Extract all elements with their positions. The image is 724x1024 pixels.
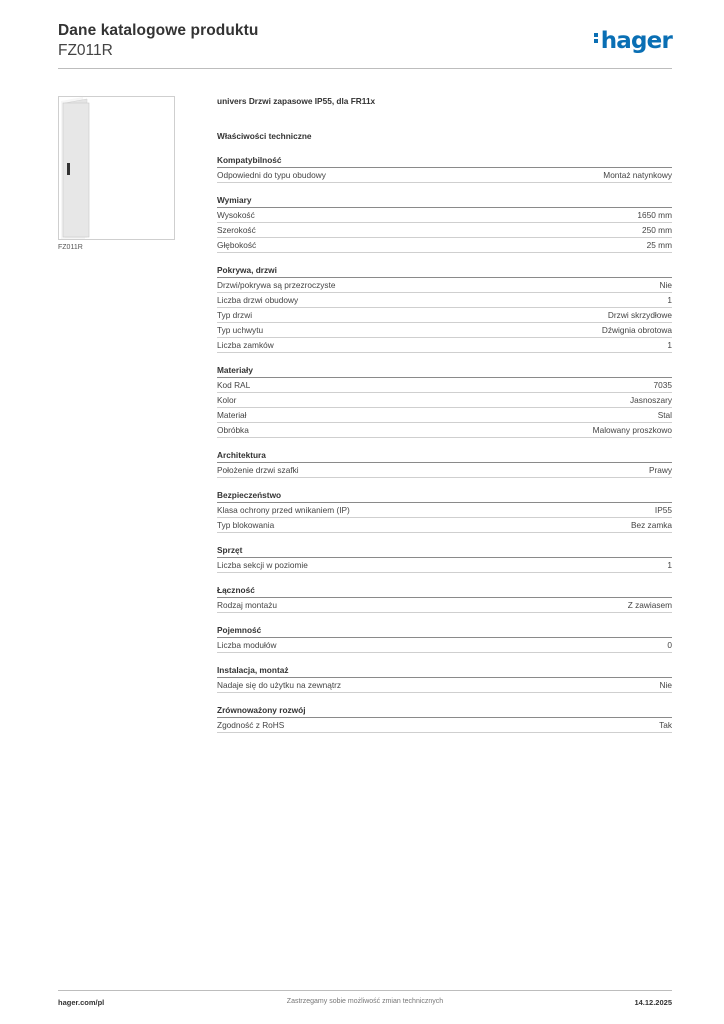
spec-value: Tak [659,720,672,730]
spec-group-title: Kompatybilność [217,155,672,168]
spec-group [217,545,672,573]
footer-date: 14.12.2025 [634,998,672,1007]
spec-row [217,308,672,323]
spec-group-title: Instalacja, montaż [217,665,672,678]
product-specs [217,96,672,733]
spec-value: 1650 mm [637,210,672,220]
spec-label: Obróbka [217,425,249,435]
spec-value: 1 [667,295,672,305]
spec-value: 1 [667,560,672,570]
spec-value: Nie [659,280,672,290]
spec-label: Liczba zamków [217,340,274,350]
spec-value: Drzwi skrzydłowe [607,310,672,320]
spec-row [217,423,672,438]
spec-row [217,408,672,423]
spec-value: 0 [667,640,672,650]
spec-row [217,293,672,308]
logo-text: hager [600,28,672,54]
spec-value: Malowany proszkowo [592,425,672,435]
spec-group [217,365,672,438]
hager-logo [594,28,672,54]
header-divider [58,68,672,69]
spec-value: IP55 [654,505,672,515]
spec-label: Liczba sekcji w poziomie [217,560,308,570]
spec-value: Z zawiasem [627,600,672,610]
spec-label: Typ uchwytu [217,325,264,335]
spec-row [217,378,672,393]
spec-group-title: Zrównoważony rozwój [217,705,672,718]
document-title: Dane katalogowe produktu [58,22,259,39]
spec-label: Zgodność z RoHS [217,720,285,730]
spec-group-title: Pokrywa, drzwi [217,265,672,278]
spec-group [217,490,672,533]
spec-group [217,195,672,253]
spec-value: 250 mm [642,225,672,235]
spec-group [217,705,672,733]
spec-group-title: Bezpieczeństwo [217,490,672,503]
spec-group [217,450,672,478]
image-caption: FZ011R [58,244,83,251]
spec-value: 1 [667,340,672,350]
footer-divider [58,990,672,991]
logo-dots-icon [594,31,599,45]
spec-value: Nie [659,680,672,690]
spec-group [217,625,672,653]
spec-value: Prawy [648,465,672,475]
spec-group [217,665,672,693]
spec-row [217,238,672,253]
technical-properties-heading: Właściwości techniczne [217,131,312,141]
spec-label: Klasa ochrony przed wnikaniem (IP) [217,505,350,515]
spec-row [217,208,672,223]
spec-row [217,518,672,533]
spec-value: 25 mm [646,240,672,250]
spec-group [217,585,672,613]
spec-label: Wysokość [217,210,255,220]
spec-row [217,598,672,613]
spec-row [217,338,672,353]
spec-group-title: Łączność [217,585,672,598]
spec-row [217,503,672,518]
spec-group [217,265,672,353]
spec-value: Montaż natynkowy [603,170,672,180]
spec-group-title: Sprzęt [217,545,672,558]
spec-label: Kod RAL [217,380,251,390]
spec-label: Typ drzwi [217,310,253,320]
spec-row [217,278,672,293]
spec-row [217,168,672,183]
spec-label: Nadaje się do użytku na zewnątrz [217,680,342,690]
door-panel-illustration [59,97,174,239]
spec-value: Stal [657,410,672,420]
spec-group-title: Wymiary [217,195,672,208]
spec-label: Materiał [217,410,247,420]
spec-group-title: Architektura [217,450,672,463]
spec-row [217,638,672,653]
spec-label: Typ blokowania [217,520,275,530]
footer-notice: Zastrzegamy sobie możliwość zmian technicznych [286,998,444,1005]
spec-row [217,223,672,238]
spec-label: Kolor [217,395,237,405]
footer-website: hager.com/pl [58,998,105,1007]
spec-row [217,463,672,478]
spec-row [217,393,672,408]
spec-label: Głębokość [217,240,257,250]
spec-value: Dźwignia obrotowa [601,325,672,335]
product-image [58,96,175,240]
spec-label: Położenie drzwi szafki [217,465,299,475]
spec-row [217,718,672,733]
product-name: univers Drzwi zapasowe IP55, dla FR11x [217,96,376,106]
spec-row [217,323,672,338]
spec-label: Liczba drzwi obudowy [217,295,299,305]
spec-groups [217,155,672,733]
spec-row [217,558,672,573]
spec-label: Szerokość [217,225,256,235]
spec-value: Bez zamka [630,520,672,530]
spec-label: Liczba modułów [217,640,277,650]
spec-group-title: Materiały [217,365,672,378]
spec-group-title: Pojemność [217,625,672,638]
product-code: FZ011R [58,42,113,59]
spec-label: Drzwi/pokrywa są przezroczyste [217,280,336,290]
spec-label: Odpowiedni do typu obudowy [217,170,326,180]
spec-value: Jasnoszary [630,395,672,405]
spec-row [217,678,672,693]
spec-group [217,155,672,183]
spec-value: 7035 [653,380,672,390]
page-header [58,22,672,70]
spec-label: Rodzaj montażu [217,600,277,610]
